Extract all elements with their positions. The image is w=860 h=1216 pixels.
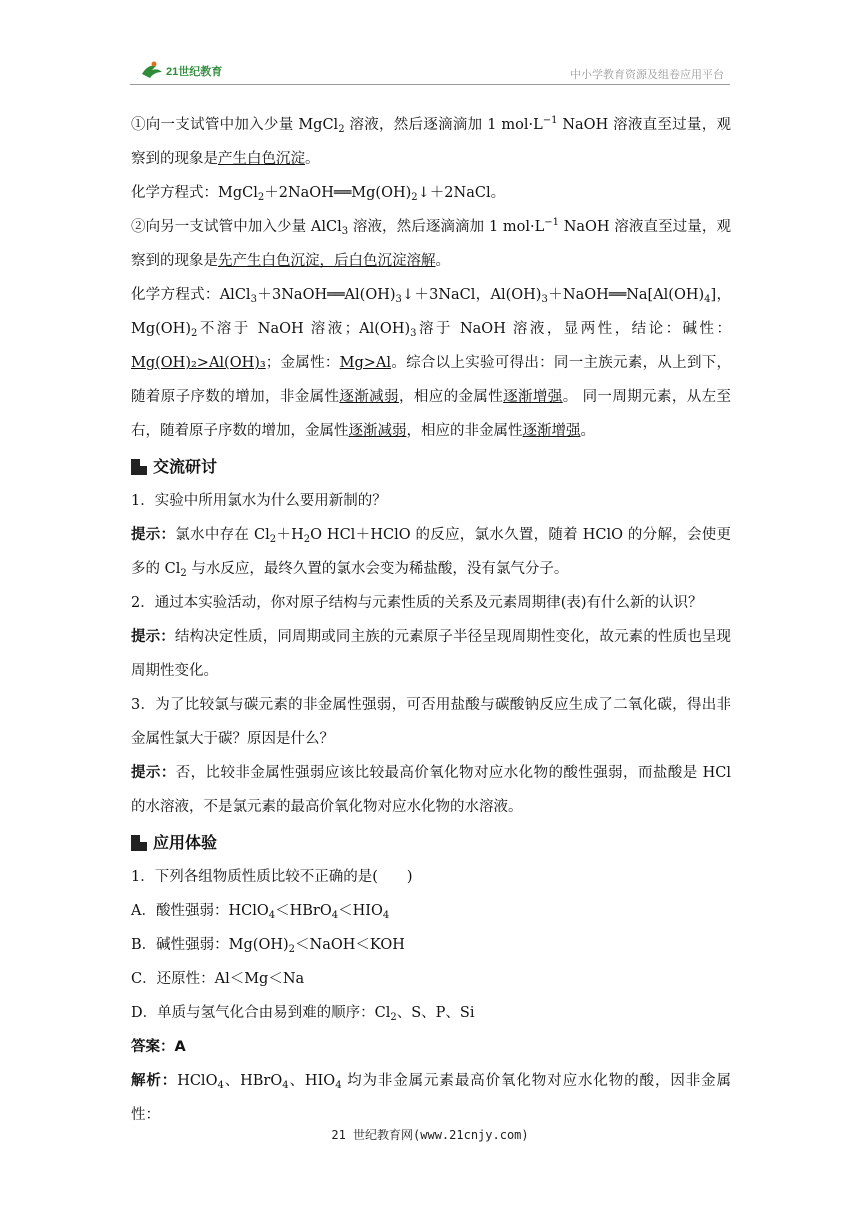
question-3: 3．为了比较氯与碳元素的非金属性强弱，可否用盐酸与碳酸钠反应生成了二氧化碳，得出非金属性氯大于碳？原因是什么？ — [131, 697, 731, 747]
analysis: 解析：HClO$_4$、HBrO$_4$、$HIO_4$ 均为非金属元素最高价氧化物对应水化物的酸，因非金属性： — [131, 1073, 732, 1123]
section-heading-application: 应用体验 — [131, 826, 731, 860]
page-footer: 21 世纪教育网(www.21cnjy.com) — [331, 1128, 529, 1142]
option-b: B．碱性强弱：$Mg(OH)_2<NaOH<KOH$ — [131, 937, 405, 955]
paragraph-experiment-2: ②向另一支试管中加入少量 AlCl$_3$ 溶液，然后逐滴滴加 1 $mol\cdot L^{-1}$ NaOH 溶液直至过量，观察到的现象是先产生白色沉淀，后白色沉淀溶解。 — [131, 217, 731, 269]
document-body — [131, 108, 731, 1132]
option-d: D．单质与氢气化合由易到难的顺序：$Cl_2$、S、P、Si — [131, 1005, 475, 1023]
logo-text: 21世纪教育 — [166, 66, 223, 78]
site-name: 中小学教育资源及组卷应用平台 — [570, 68, 724, 81]
paragraph-conclusion: 化学方程式：$AlCl_3+3NaOH══Al(OH)_3↓+3NaCl$，$Al(OH)_3+NaOH══Na[Al(OH)_4]$，$Mg(OH)_2$不溶于 NaOH 溶液；$Al(OH)_3$溶于 NaOH 溶液，显两性，结论：碱性：Mg(OH)₂>Al(OH)₃；金属性：Mg>Al。综合以上实验可得出：同一主族元素，从上到下，随着原子序数的增加，非金属性逐渐减弱，相应的金属性逐渐增强。 同一周期元素，从左至右，随着原子序数的增加，金属性逐渐减弱，相应的非金属性逐渐增强。 — [131, 287, 732, 439]
question-2: 2．通过本实验活动，你对原子结构与元素性质的关系及元素周期律(表)有什么新的认识？ — [131, 595, 703, 611]
answer-underline: 产生白色沉淀 — [218, 151, 305, 167]
hint-2: 提示：结构决定性质，同周期或同主族的元素原子半径呈现周期性变化，故元素的性质也呈现周期性变化。 — [131, 629, 732, 679]
logo-icon — [140, 60, 230, 80]
page-header — [130, 58, 730, 85]
question-1: 1．实验中所用氯水为什么要用新制的？ — [131, 493, 387, 509]
paragraph-experiment-1: ①向一支试管中加入少量 MgCl$_2$ 溶液，然后逐滴滴加 1 $mol\cdot L^{-1}$ NaOH 溶液直至过量，观察到的现象是产生白色沉淀。 — [131, 115, 731, 167]
question-choice: 1．下列各组物质性质比较不正确的是( ) — [131, 869, 413, 885]
section-heading-discussion: 交流研讨 — [131, 450, 731, 484]
section-marker-icon — [131, 459, 147, 475]
option-c: C．还原性：Al＜Mg＜Na — [131, 971, 305, 987]
hint-1: 提示：氯水中存在 $Cl_2+H_2O$ HCl＋HClO 的反应，氯水久置，随着 HClO 的分解，会使更多的 $Cl_2$ 与水反应，最终久置的氯水会变为稀盐酸，没有氯气分子。 — [131, 527, 731, 579]
paragraph-equation-1: 化学方程式：$MgCl_2+2NaOH══Mg(OH)_2↓+2NaCl$。 — [131, 185, 506, 203]
option-a: A．酸性强弱：$HClO_4<HBrO_4<HIO_4$ — [131, 903, 390, 921]
answer: 答案：A — [131, 1039, 186, 1055]
hint-3: 提示：否，比较非金属性强弱应该比较最高价氧化物对应水化物的酸性强弱，而盐酸是 HCl 的水溶液，不是氯元素的最高价氧化物对应水化物的水溶液。 — [131, 765, 732, 815]
answer-underline: 先产生白色沉淀，后白色沉淀溶解 — [218, 253, 436, 269]
section-marker-icon — [131, 835, 147, 851]
